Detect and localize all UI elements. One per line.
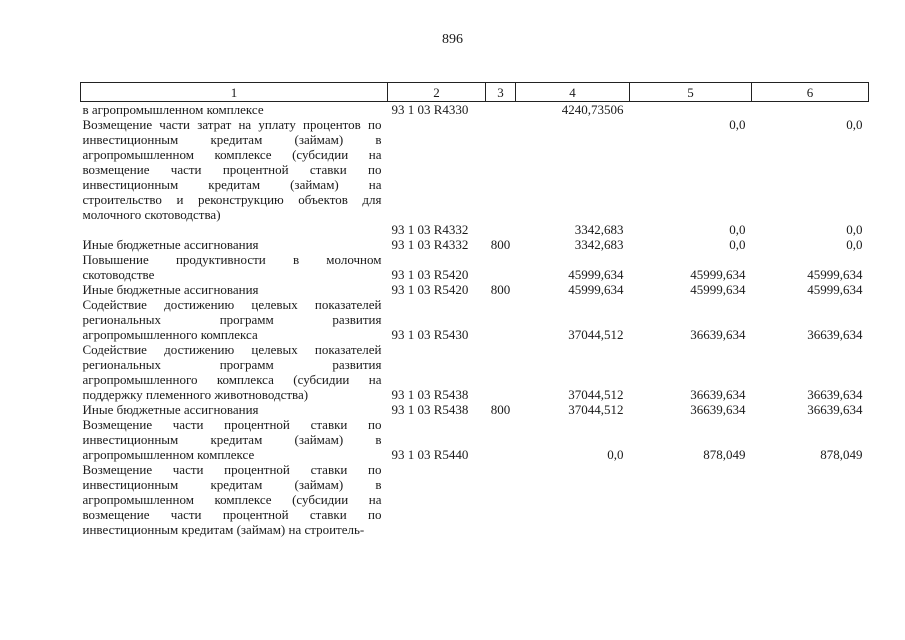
- row-code: 93 1 03 R5420: [391, 282, 469, 297]
- row-expense-type: [486, 462, 516, 537]
- row-col-5: 878,049: [703, 447, 746, 462]
- table-row: [81, 342, 869, 402]
- row-col-5: [630, 462, 752, 537]
- row-col-4: 3342,683: [574, 237, 624, 252]
- row-col-4: 37044,512: [568, 327, 624, 342]
- row-name: Иные бюджетные ассигнования: [82, 237, 259, 252]
- row-expense-type: [486, 222, 516, 237]
- table-row: [81, 462, 869, 537]
- row-col-4: 37044,512: [568, 387, 624, 402]
- header-col-5: 5: [630, 83, 752, 102]
- row-col-6: 36639,634: [807, 402, 863, 417]
- row-col-5: 36639,634: [690, 327, 746, 342]
- row-col-5: 0,0: [729, 222, 746, 237]
- row-col-4: 37044,512: [568, 402, 624, 417]
- row-col-6: [752, 462, 869, 537]
- table-row: [81, 417, 869, 462]
- row-col-6: 0,0: [846, 237, 863, 252]
- row-name: Иные бюджетные ассигнования: [82, 282, 259, 297]
- row-code: 93 1 03 R5420: [391, 267, 469, 282]
- row-col-6: 45999,634: [807, 267, 863, 282]
- row-expense-type: 800: [490, 282, 511, 297]
- header-row: [81, 83, 869, 102]
- row-name: Содействие достижению целевых показателей региональных программ развития агропромышленного комплекса (субсидии на поддержку племенного животноводства): [82, 342, 382, 402]
- table-row: [81, 282, 869, 297]
- row-expense-type: [486, 297, 516, 342]
- budget-table: [80, 82, 869, 537]
- row-col-6: 0,0: [846, 222, 863, 237]
- row-name: Повышение продуктивности в молочном скотоводстве: [82, 252, 382, 282]
- row-col-5: 36639,634: [690, 402, 746, 417]
- row-code: 93 1 03 R4332: [391, 222, 469, 237]
- row-col-5: 45999,634: [690, 267, 746, 282]
- row-col-6: 36639,634: [807, 327, 863, 342]
- table-row: [81, 222, 869, 237]
- row-name: [81, 222, 388, 237]
- row-expense-type: [486, 342, 516, 402]
- row-expense-type: [486, 117, 516, 222]
- row-code: 93 1 03 R4332: [391, 237, 469, 252]
- row-code: 93 1 03 R5430: [391, 327, 469, 342]
- row-col-4: 45999,634: [568, 282, 624, 297]
- row-col-6: 36639,634: [807, 387, 863, 402]
- row-col-4: [516, 117, 630, 222]
- row-col-5: [630, 102, 752, 118]
- row-name: Иные бюджетные ассигнования: [82, 402, 259, 417]
- header-col-6: 6: [752, 83, 869, 102]
- row-code: 93 1 03 R5440: [391, 447, 469, 462]
- row-col-6: 45999,634: [807, 282, 863, 297]
- row-col-5: 0,0: [729, 237, 746, 252]
- row-code: [388, 462, 486, 537]
- row-expense-type: [486, 252, 516, 282]
- row-name: Возмещение части процентной ставки по инвестиционным кредитам (займам) в агропромышленном комплексе (субсидии на возмещение части процентной ставки по инвестиционным кредитам (займам) на строитель-: [82, 462, 382, 537]
- row-col-6: [752, 102, 869, 118]
- row-col-4: 45999,634: [568, 267, 624, 282]
- row-name: Возмещение части процентной ставки по инвестиционным кредитам (займам) в агропромышленном комплексе: [82, 417, 382, 462]
- row-col-5: 45999,634: [690, 282, 746, 297]
- table-row: [81, 117, 869, 222]
- page-number: 896: [442, 32, 463, 47]
- header-col-4: 4: [516, 83, 630, 102]
- table-row: [81, 237, 869, 252]
- row-name: Возмещение части затрат на уплату процентов по инвестиционным кредитам (займам) в агропромышленном комплексе (субсидии на возмещение части процентной ставки по инвестиционным кредитам (займам) на строительство и реконструкцию объектов для молочного скотоводства): [82, 117, 382, 222]
- row-code: 93 1 03 R5438: [391, 402, 469, 417]
- row-code: 93 1 03 R4330: [391, 102, 469, 117]
- row-expense-type: 800: [490, 402, 511, 417]
- row-col-4: 0,0: [607, 447, 624, 462]
- header-col-2: 2: [388, 83, 486, 102]
- row-col-6: 878,049: [820, 447, 863, 462]
- row-expense-type: [486, 102, 516, 118]
- row-expense-type: 800: [490, 237, 511, 252]
- table-row: [81, 297, 869, 342]
- table-row: [81, 402, 869, 417]
- row-col-4: 4240,73506: [561, 102, 624, 117]
- header-col-1: 1: [81, 83, 388, 102]
- row-col-4: 3342,683: [574, 222, 624, 237]
- row-col-4: [516, 462, 630, 537]
- row-col-5: 36639,634: [690, 387, 746, 402]
- row-code: 93 1 03 R5438: [391, 387, 469, 402]
- row-code: [388, 117, 486, 222]
- table-row: [81, 102, 869, 118]
- row-name: в агропромышленном комплексе: [82, 102, 264, 117]
- header-col-3: 3: [486, 83, 516, 102]
- row-expense-type: [486, 417, 516, 462]
- row-col-6: 0,0: [846, 117, 863, 132]
- table-row: [81, 252, 869, 282]
- row-name: Содействие достижению целевых показателей региональных программ развития агропромышленного комплекса: [82, 297, 382, 342]
- row-col-5: 0,0: [729, 117, 746, 132]
